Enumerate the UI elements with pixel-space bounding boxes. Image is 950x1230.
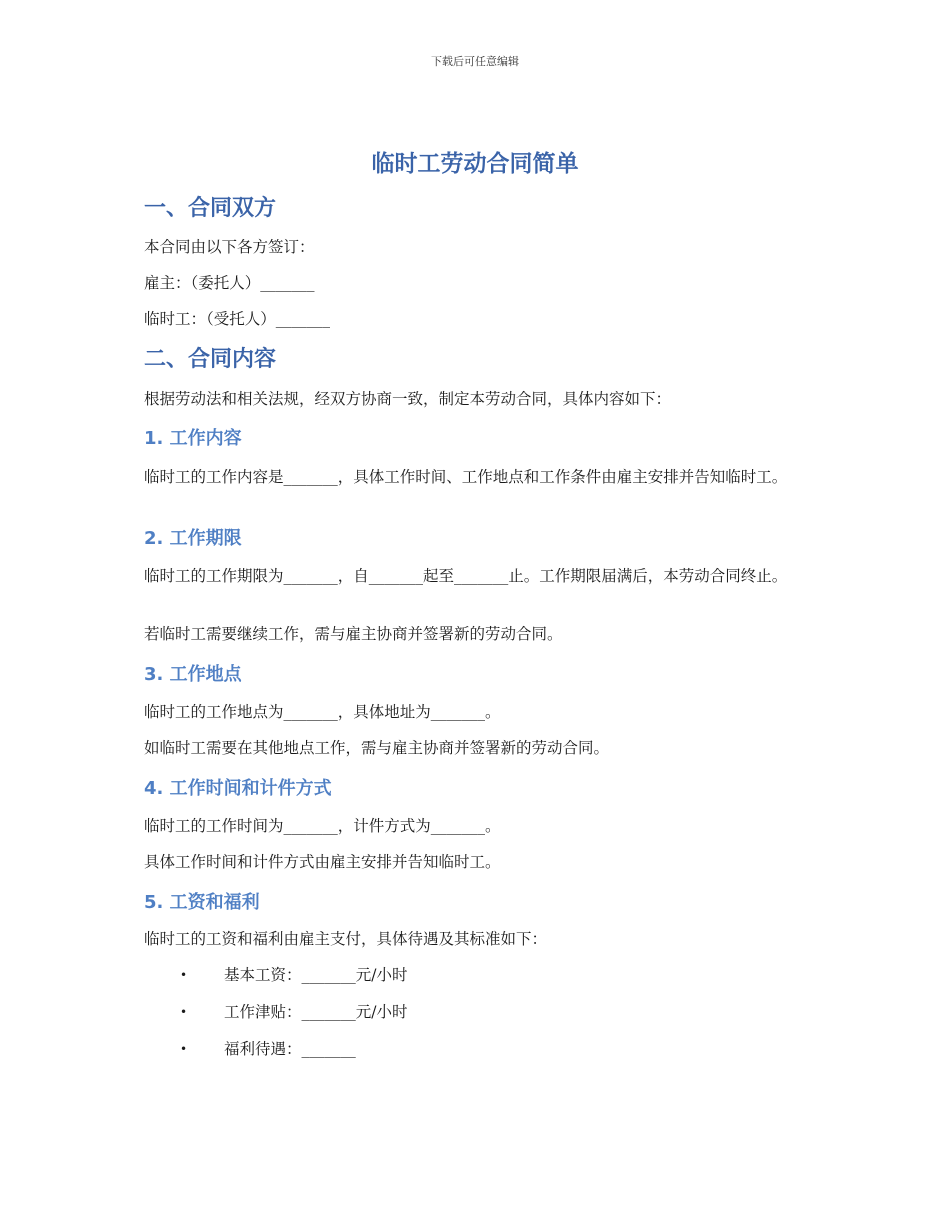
list-item-text: 基本工资：_______元/小时 xyxy=(224,966,408,984)
paragraph-work-content: 临时工的工作内容是_______，具体工作时间、工作地点和工作条件由雇主安排并告知临时工。 xyxy=(144,468,788,486)
subheading-work-period: 2. 工作期限 xyxy=(144,528,242,549)
paragraph-work-time: 临时工的工作时间为_______，计件方式为_______。 xyxy=(144,817,501,835)
paragraph-work-location-other: 如临时工需要在其他地点工作，需与雇主协商并签署新的劳动合同。 xyxy=(144,739,610,757)
bullet-icon: • xyxy=(180,1042,188,1056)
bullet-icon: • xyxy=(180,968,188,982)
subheading-work-time: 4. 工作时间和计件方式 xyxy=(144,778,332,799)
paragraph-work-time-detail: 具体工作时间和计件方式由雇主安排并告知临时工。 xyxy=(144,853,501,871)
paragraph-content-intro: 根据劳动法和相关法规，经双方协商一致，制定本劳动合同，具体内容如下： xyxy=(144,390,672,408)
paragraph-work-period: 临时工的工作期限为_______，自_______起至_______止。工作期限届满后，本劳动合同终止。 xyxy=(144,567,788,585)
document-title: 临时工劳动合同简单 xyxy=(371,151,579,177)
bullet-icon: • xyxy=(180,1005,188,1019)
paragraph-worker: 临时工：（受托人）_______ xyxy=(144,310,331,328)
section-heading-parties: 一、合同双方 xyxy=(144,196,277,221)
paragraph-work-location: 临时工的工作地点为_______，具体地址为_______。 xyxy=(144,703,501,721)
paragraph-work-period-renew: 若临时工需要继续工作，需与雇主协商并签署新的劳动合同。 xyxy=(144,625,563,643)
subheading-work-location: 3. 工作地点 xyxy=(144,664,242,685)
list-item-text: 工作津贴：_______元/小时 xyxy=(224,1003,408,1021)
section-heading-content: 二、合同内容 xyxy=(144,347,277,372)
paragraph-employer: 雇主：（委托人）_______ xyxy=(144,274,315,292)
list-item-base-wage xyxy=(180,965,407,986)
header-note: 下载后可任意编辑 xyxy=(431,55,519,68)
paragraph-wages-benefits: 临时工的工资和福利由雇主支付，具体待遇及其标准如下： xyxy=(144,930,548,948)
subheading-wages-benefits: 5. 工资和福利 xyxy=(144,892,260,913)
subheading-work-content: 1. 工作内容 xyxy=(144,428,242,449)
list-item-benefits xyxy=(180,1039,356,1060)
list-item-text: 福利待遇：_______ xyxy=(224,1040,356,1058)
paragraph-parties-intro: 本合同由以下各方签订： xyxy=(144,238,315,256)
list-item-allowance xyxy=(180,1002,407,1023)
